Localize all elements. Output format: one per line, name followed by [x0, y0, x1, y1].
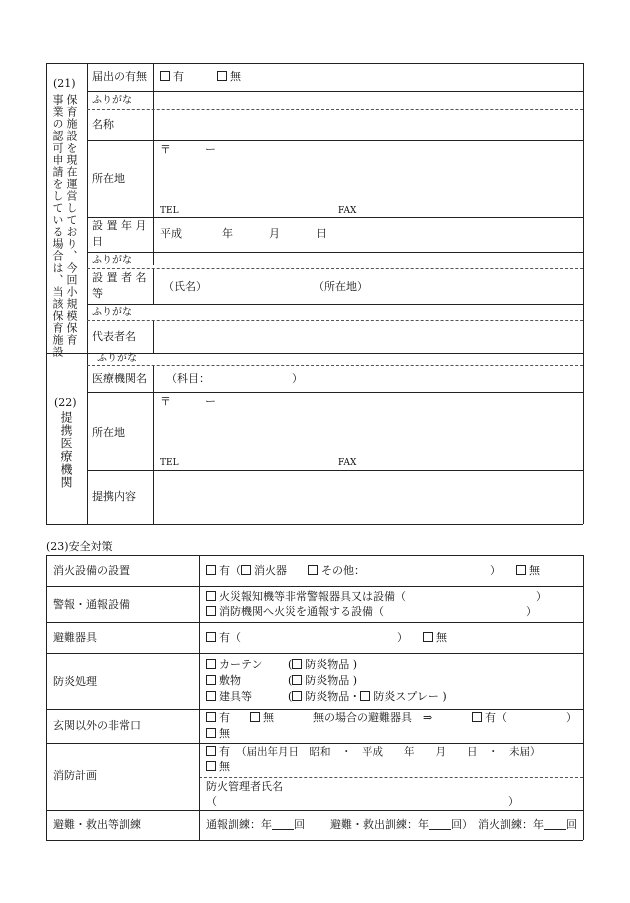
sec21-number: (21) [53, 77, 76, 90]
founder-label-line2: 等 [92, 287, 103, 300]
name-label: 名称 [92, 118, 114, 131]
drill-fire: 消火訓練：年 回 [478, 818, 577, 831]
fire-extinguisher-label: 消火設備の設置 [53, 564, 130, 577]
institution-subject: （科目： ） [166, 372, 303, 385]
postal-mark: 〒 ー [160, 395, 216, 408]
checkbox[interactable] [423, 632, 433, 642]
notice-no-checkbox[interactable] [217, 71, 227, 81]
fire-plan-no: 無 [206, 760, 230, 774]
checkbox[interactable] [206, 659, 216, 669]
emergency-exit-label: 玄関以外の非常口 [53, 719, 141, 732]
checkbox[interactable] [206, 565, 216, 575]
checkbox[interactable] [206, 746, 216, 756]
paren-open: （ [206, 795, 217, 808]
checkbox[interactable] [206, 675, 216, 685]
founded-date: 平成 年 月 日 [160, 227, 327, 240]
blank[interactable] [272, 818, 294, 830]
paren-close: ） [566, 711, 577, 724]
tel-label: TEL [160, 458, 179, 468]
blank[interactable] [429, 818, 451, 830]
flameproof-label: 防炎処理 [53, 675, 97, 688]
checkbox[interactable] [206, 712, 216, 722]
checkbox[interactable] [241, 565, 251, 575]
checkbox[interactable] [206, 591, 216, 601]
flameproof-fittings: 建具等 [206, 690, 252, 704]
alarm-option-a: 火災報知機等非常警報器具又は設備（ [206, 590, 406, 604]
institution-label: 医療機関名 [92, 372, 147, 385]
checkbox[interactable] [206, 606, 216, 616]
furigana-label: ふりがな [97, 353, 137, 364]
evacuation-equipment-yes: 有（ [206, 631, 241, 645]
founder-label-line1: 設 置 者 名 [92, 271, 147, 284]
checkbox[interactable] [360, 691, 370, 701]
sec22-vertical-label: 提携医療機関 [59, 411, 73, 489]
paren-close: ） [397, 631, 408, 644]
checkbox[interactable] [516, 565, 526, 575]
notice-label: 届出の有無 [92, 70, 147, 83]
drill-label: 避難・救出等訓練 [53, 818, 141, 831]
fax-label: FAX [338, 458, 357, 468]
checkbox[interactable] [206, 691, 216, 701]
notice-yes-label: 有 [173, 70, 184, 83]
flameproof-curtain: カーテン [206, 658, 262, 672]
sec21-vertical-label-b: 事業の認可申請をしている場合は、当該保育施設 [51, 94, 64, 358]
address-label: 所在地 [92, 426, 125, 439]
fire-plan-label: 消防計画 [53, 769, 97, 782]
flameproof-fittings-detail: ( 防炎物品・ 防炎スプレー ) [288, 690, 447, 703]
notice-no-label: 無 [230, 70, 241, 83]
checkbox[interactable] [206, 728, 216, 738]
founder-address-field: （所在地） [313, 280, 368, 293]
fire-plan-detail: （届出年月日 昭和 ・ 平成 年 月 日 ・ 未届） [236, 746, 541, 758]
notice-yes-checkbox[interactable] [160, 71, 170, 81]
sec23-title: (23)安全対策 [46, 540, 113, 553]
emergency-exit-no2: 無 [206, 727, 230, 741]
flameproof-rug-detail: ( 防炎物品 ) [288, 674, 358, 687]
tel-label: TEL [160, 206, 179, 216]
postal-mark: 〒 ー [160, 143, 216, 156]
checkbox[interactable] [472, 712, 482, 722]
sec21-vertical-label-a: 保育施設を現在運営しており、今回小規模保育 [65, 94, 78, 346]
founder-name-field: （氏名） [163, 280, 207, 293]
checkbox[interactable] [250, 712, 260, 722]
representative-label: 代表者名 [92, 330, 136, 343]
fire-plan-yes: 有 [206, 745, 230, 759]
paren-close: ） [526, 605, 537, 618]
paren-close: ） [490, 564, 501, 577]
checkbox[interactable] [206, 632, 216, 642]
checkbox[interactable] [308, 565, 318, 575]
partnership-content-label: 提携内容 [92, 490, 136, 503]
paren-close: ） [508, 795, 519, 808]
furigana-label: ふりがな [92, 255, 132, 266]
fax-label: FAX [338, 206, 357, 216]
furigana-label: ふりがな [92, 307, 132, 318]
drill-report: 通報訓練：年 回 [206, 818, 305, 831]
fire-manager-label: 防火管理者氏名 [206, 780, 283, 793]
checkbox[interactable] [292, 691, 302, 701]
sec22-number: (22) [54, 396, 77, 409]
evacuation-equipment-label: 避難器具 [53, 631, 97, 644]
paren-close: ） [536, 590, 547, 603]
furigana-label: ふりがな [92, 95, 132, 106]
flameproof-curtain-detail: ( 防炎物品 ) [288, 658, 358, 671]
notice-options [160, 70, 241, 84]
flameproof-rug: 敷物 [206, 674, 241, 688]
checkbox[interactable] [206, 761, 216, 771]
alarm-option-b: 消防機関へ火災を通報する設備（ [206, 605, 384, 619]
drill-evacuation: 避難・救出訓練：年 回） [330, 818, 473, 831]
emergency-exit-yes-no: 有 無 [206, 711, 274, 725]
emergency-exit-alt-yes: 有（ [472, 711, 507, 725]
blank[interactable] [544, 818, 566, 830]
checkbox[interactable] [292, 659, 302, 669]
founded-label-line1: 設 置 年 月 [92, 219, 147, 232]
emergency-exit-alt-text: 無の場合の避難器具 ⇒ [313, 711, 433, 724]
fire-extinguisher-no: 無 [516, 564, 540, 578]
evacuation-equipment-no: 無 [423, 631, 447, 645]
fire-extinguisher-options: 有（ 消火器 その他： [206, 564, 365, 578]
checkbox[interactable] [292, 675, 302, 685]
address-label: 所在地 [92, 172, 125, 185]
founded-label-line2: 日 [92, 235, 103, 248]
alarm-label: 警報・通報設備 [53, 598, 130, 611]
